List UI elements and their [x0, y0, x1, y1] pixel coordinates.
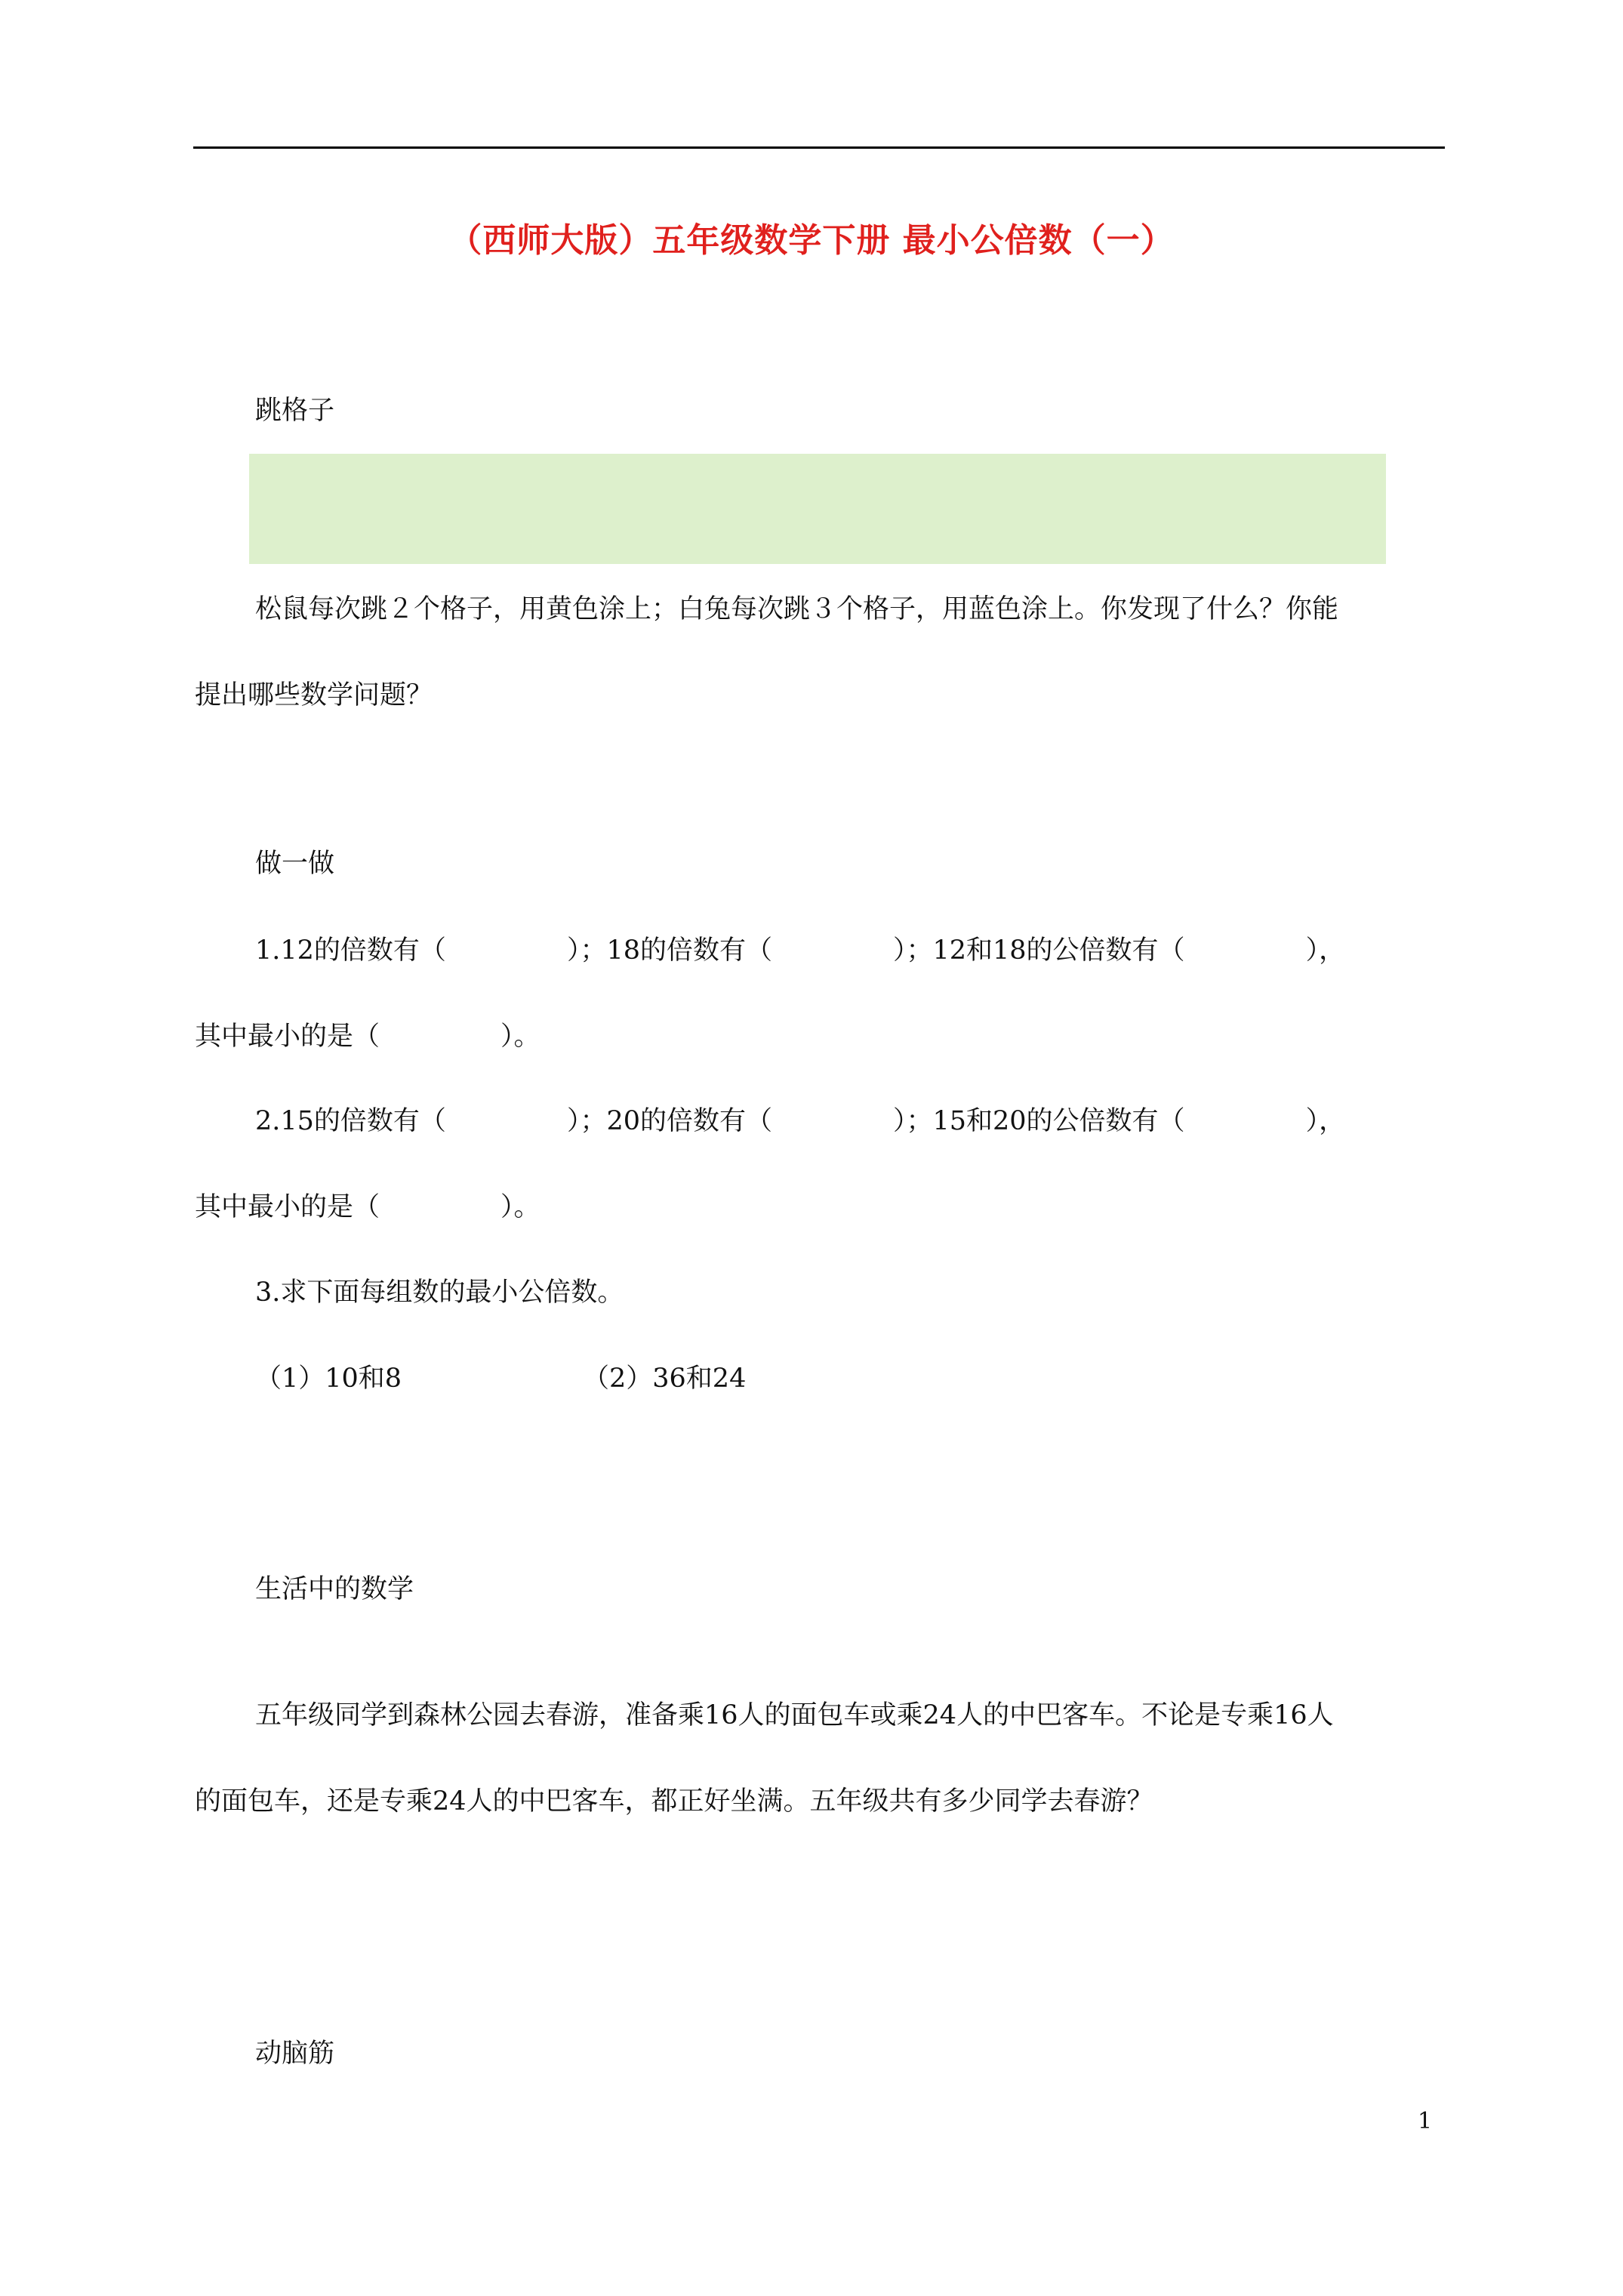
q2-part-d: ）， — [1305, 1106, 1346, 1136]
page-number: 1 — [1418, 2108, 1433, 2134]
q2-part-a: 2.15的倍数有（ — [255, 1106, 446, 1136]
q2-part-e: 其中最小的是（ — [195, 1192, 380, 1222]
math-in-life-paragraph-line1: 五年级同学到森林公园去春游，准备乘16人的面包车或乘24人的中巴客车。不论是专乘16人 — [255, 1700, 1334, 1730]
q2-part-c: ）；15和20的公倍数有（ — [892, 1106, 1185, 1136]
grid-strip — [249, 454, 1386, 564]
question-3-part-2: （2）36和24 — [583, 1364, 747, 1394]
q1-part-d: ）， — [1305, 935, 1346, 966]
question-3-text: 3.求下面每组数的最小公倍数。 — [255, 1277, 624, 1308]
page-title: （西师大版）五年级数学下册 最小公倍数（一） — [448, 221, 1175, 260]
q1-part-e: 其中最小的是（ — [195, 1022, 380, 1052]
section-heading-math-in-life: 生活中的数学 — [255, 1574, 414, 1604]
q2-part-b: ）；20的倍数有（ — [566, 1106, 772, 1136]
q1-part-f: ）。 — [500, 1022, 540, 1052]
question-2-line1 — [255, 1103, 1345, 1139]
jump-grid-paragraph-line2: 提出哪些数学问题？ — [195, 680, 433, 710]
question-3-part-1: （1）10和8 — [255, 1364, 402, 1394]
question-1-line1 — [255, 932, 1345, 969]
q1-part-c: ）；12和18的公倍数有（ — [892, 935, 1185, 966]
q1-part-a: 1.12的倍数有（ — [255, 935, 446, 966]
header-rule — [193, 146, 1445, 149]
q1-part-b: ）；18的倍数有（ — [566, 935, 772, 966]
question-2-line2 — [195, 1189, 540, 1225]
section-heading-jump-grid: 跳格子 — [255, 396, 335, 426]
jump-grid-paragraph-line1: 松鼠每次跳２个格子，用黄色涂上；白兔每次跳３个格子，用蓝色涂上。你发现了什么？你能 — [255, 594, 1339, 624]
math-in-life-paragraph-line2: 的面包车，还是专乘24人的中巴客车，都正好坐满。五年级共有多少同学去春游？ — [195, 1786, 1153, 1817]
section-heading-practice: 做一做 — [255, 849, 335, 879]
section-heading-brain-teaser: 动脑筋 — [255, 2039, 335, 2069]
question-1-line2 — [195, 1019, 540, 1055]
q2-part-f: ）。 — [500, 1192, 540, 1222]
